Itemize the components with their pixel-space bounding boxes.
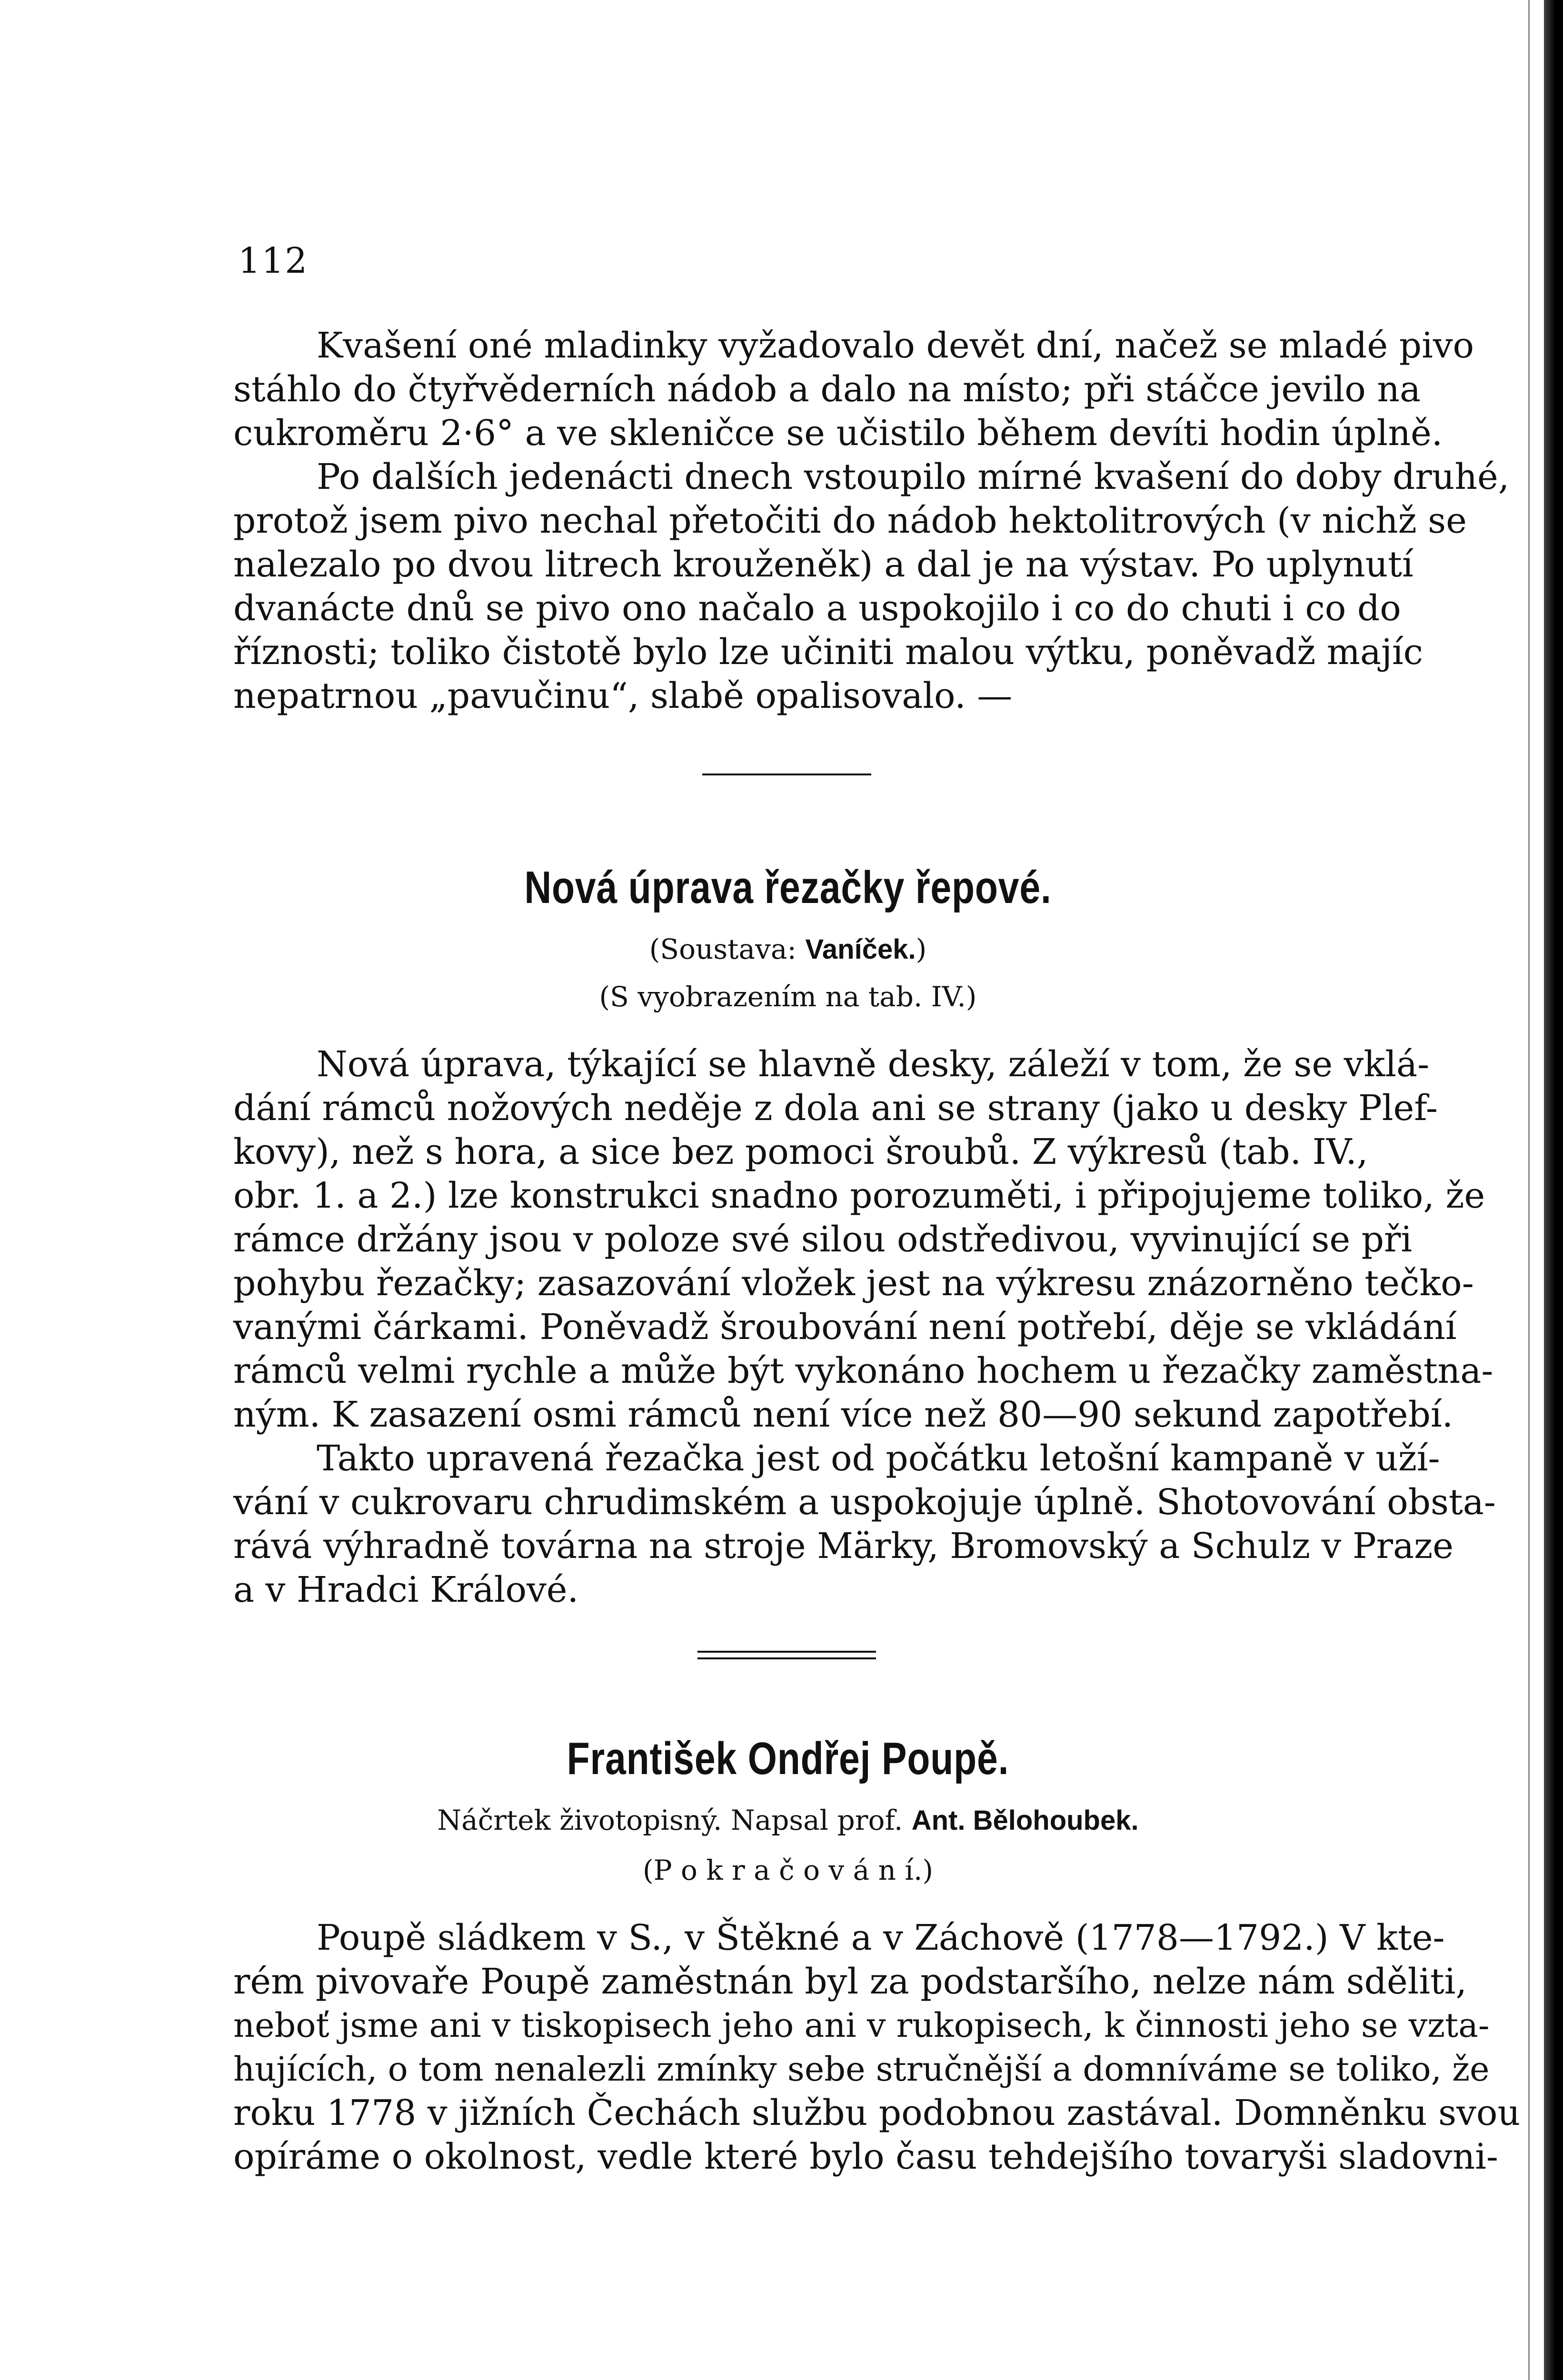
text-line: rém pivovaře Poupě zaměstnán byl za podstaršího, nelze nám sděliti, bbox=[233, 1961, 1467, 2002]
subtitle-prefix: (Soustava: bbox=[649, 933, 796, 965]
article1-paragraph bbox=[233, 324, 1510, 718]
article2-title: Nová úprava řezačky řepové. bbox=[524, 862, 1052, 913]
text-line: rámce držány jsou v poloze své silou odstředivou, vyvinující se při bbox=[233, 1219, 1413, 1260]
text-line: obr. 1. a 2.) lze konstrukci snadno porozuměti, i připojujeme toliko, že bbox=[233, 1175, 1485, 1216]
article3-paragraph bbox=[233, 1916, 1521, 2179]
article3-subtitle bbox=[233, 1804, 1343, 1836]
text-line: Kvašení oné mladinky vyžadovalo devět dní, načež se mladé pivo bbox=[317, 325, 1474, 366]
text-line: opíráme o okolnost, vedle které bylo času tehdejšího tovaryši sladovni- bbox=[233, 2136, 1498, 2177]
scan-edge-line bbox=[1528, 0, 1530, 2380]
text-line: Poupě sládkem v S., v Štěkné a v Záchově (1778—1792.) V kte- bbox=[317, 1917, 1445, 1958]
text-line: roku 1778 v jižních Čechách službu podobnou zastával. Domněnku svou bbox=[233, 2092, 1521, 2133]
text-line: Takto upravená řezačka jest od počátku letošní kampaně v uží- bbox=[317, 1438, 1440, 1479]
text-line: Nová úprava, týkající se hlavně desky, záleží v tom, že se vklá- bbox=[317, 1044, 1430, 1085]
document-page bbox=[233, 0, 1521, 2380]
article2-paragraph bbox=[233, 1042, 1496, 1612]
page-number: 112 bbox=[238, 240, 309, 281]
text-line: rámců velmi rychle a může být vykonáno hochem u řezačky zaměstna- bbox=[233, 1350, 1493, 1391]
section-divider-bottom bbox=[697, 1657, 876, 1659]
text-line: říznosti; toliko čistotě bylo lze učiniti malou výtku, poněvadž majíc bbox=[233, 632, 1424, 673]
section-divider bbox=[702, 774, 871, 775]
section-divider-top bbox=[697, 1651, 876, 1653]
text-line: hujících, o tom nenalezli zmínky sebe stručnější a domníváme se toliko, že bbox=[233, 2050, 1490, 2089]
text-line: dvanácte dnů se pivo ono načalo a uspokojilo i co do chuti i co do bbox=[233, 588, 1401, 629]
text-line: cukroměru 2·6° a ve skleničce se učistilo během devíti hodin úplně. bbox=[233, 413, 1443, 454]
article2-note: (S vyobrazením na tab. IV.) bbox=[599, 981, 977, 1013]
text-line: nalezalo po dvou litrech krouženěk) a dal je na výstav. Po uplynutí bbox=[233, 544, 1414, 585]
text-line: ným. K zasazení osmi rámců není více než 80—90 sekund zapotřebí. bbox=[233, 1394, 1453, 1435]
text-line: stáhlo do čtyřvěderních nádob a dalo na místo; při stáčce jevilo na bbox=[233, 369, 1421, 410]
text-line: protož jsem pivo nechal přetočiti do nádob hektolitrových (v nichž se bbox=[233, 500, 1467, 541]
scan-page-edge bbox=[1544, 0, 1563, 2380]
subtitle-name: Vaníček. bbox=[805, 934, 916, 965]
article3-title: František Ondřej Poupě. bbox=[567, 1733, 1009, 1784]
author-name: Ant. Bělohoubek. bbox=[911, 1805, 1139, 1836]
text-line: nepatrnou „pavučinu“, slabě opalisovalo. — bbox=[233, 675, 1013, 716]
text-line: neboť jsme ani v tiskopisech jeho ani v rukopisech, k činnosti jeho se vzta- bbox=[233, 2006, 1490, 2045]
text-line: a v Hradci Králové. bbox=[233, 1569, 579, 1610]
text-line: vanými čárkami. Poněvadž šroubování není potřebí, děje se vkládání bbox=[233, 1307, 1457, 1348]
article3-note: (P o k r a č o v á n í.) bbox=[642, 1854, 934, 1886]
text-line: dání rámců nožových neděje z dola ani se strany (jako u desky Plef- bbox=[233, 1088, 1438, 1129]
text-line: rává výhradně továrna na stroje Märky, Bromovský a Schulz v Praze bbox=[233, 1526, 1453, 1567]
text-line: vání v cukrovaru chrudimském a uspokojuje úplně. Shotovování obsta- bbox=[233, 1482, 1496, 1523]
text-line: pohybu řezačky; zasazování vložek jest na výkresu znázorněno tečko- bbox=[233, 1263, 1474, 1304]
subtitle-text: Náčrtek životopisný. Napsal prof. bbox=[437, 1804, 903, 1836]
article2-subtitle bbox=[233, 933, 1343, 965]
subtitle-suffix: ) bbox=[916, 933, 927, 965]
text-line: kovy), než s hora, a sice bez pomoci šroubů. Z výkresů (tab. IV., bbox=[233, 1131, 1368, 1172]
text-line: Po dalších jedenácti dnech vstoupilo mírné kvašení do doby druhé, bbox=[317, 456, 1510, 497]
